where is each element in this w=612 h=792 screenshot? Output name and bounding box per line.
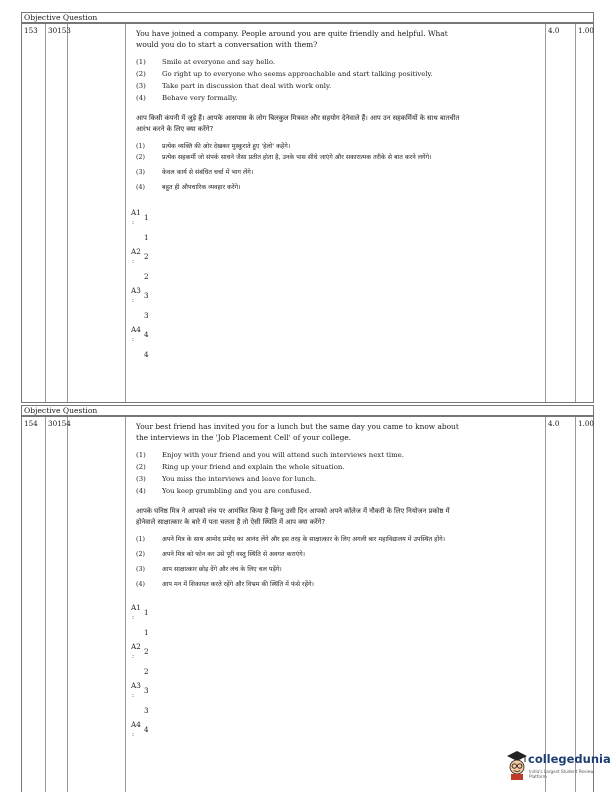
option-hi: (3) केवल कार्य से संबंधित चर्चा में भाग लेंगे।	[136, 169, 254, 176]
graduate-mascot-icon	[506, 750, 528, 780]
blank-cell	[68, 24, 126, 402]
negative-marks: 1.00	[578, 419, 595, 428]
question-number: 153	[22, 24, 46, 402]
option-hi: (2) अपने मित्र को फोन कर उसे पूरी वस्तु स्थिति से अवगत कराएंगे।	[136, 551, 306, 558]
question-body	[126, 24, 546, 402]
question-body	[126, 417, 546, 792]
question-id: 30153	[46, 24, 68, 402]
question-text-en: Your best friend has invited you for a lunch but the same day you came to know about the interviews in the 'Job Placement Cell' of your college.	[136, 422, 459, 442]
answer-item: A3 : 3 3	[131, 681, 149, 715]
collegedunia-logo	[506, 748, 611, 784]
question-id: 30154	[46, 417, 68, 792]
section-label: Objective Question	[21, 405, 594, 416]
answer-item: A4 : 4	[131, 720, 149, 738]
option-en: (3) You miss the interviews and leave for lunch.	[136, 475, 317, 483]
marks: 4.0	[546, 24, 576, 402]
option-hi: (1) प्रत्येक व्यक्ति की ओर देखकर मुस्कुराते हुए 'हेलो' कहेंगे।	[136, 143, 291, 150]
marks: 4.0	[546, 417, 576, 792]
option-en: (2) Go right up to everyone who seems approachable and start talking positively.	[136, 70, 433, 78]
question-text-hi: आपके घनिष्ठ मित्र ने आपको लंच पर आमंत्रित किया है किन्तु उसी दिन आपको अपने कॉलेज में नौकरी के लिए नियोजन प्रकोष्ठ में होनेवाले साक्षात्कार के बारे में पता चलता है तो ऐसी स्थिति में आप क्या करेंगे?	[136, 507, 450, 526]
answer-item: A1 : 1 1	[131, 208, 149, 242]
answer-list	[131, 209, 543, 365]
answer-item: A3 : 3 3	[131, 286, 149, 320]
blank-cell	[68, 417, 126, 792]
option-en: (2) Ring up your friend and explain the whole situation.	[136, 463, 345, 471]
negative-marks: 1.00	[578, 26, 595, 35]
answer-item: A2 : 2 2	[131, 642, 149, 676]
answer-item: A4 : 4 4	[131, 325, 149, 359]
option-hi: (4) बहुत ही औपचारिक व्यवहार करेंगे।	[136, 184, 241, 191]
question-row	[21, 23, 594, 403]
section-label: Objective Question	[21, 12, 594, 23]
answer-item: A1 : 1 1	[131, 603, 149, 637]
option-hi: (3) आप साक्षात्कार छोड़ देंगे और लंच के लिए चल पड़ेंगे।	[136, 566, 282, 573]
option-en: (4) Behave very formally.	[136, 94, 238, 102]
option-hi: (1) अपने मित्र के साथ आमोद प्रमोद का आनंद लेंगे और इस तरह के साक्षात्कार के लिए अगली बार महाविद्यालय में उपस्थित होंगे।	[136, 536, 446, 543]
option-hi: (4) आप मन में शिकायत करते रहेंगे और विभ्रम की स्थिति में फंसे रहेंगे।	[136, 581, 314, 588]
option-en: (1) Smile at everyone and say hello.	[136, 58, 276, 66]
question-row	[21, 416, 594, 792]
option-en: (1) Enjoy with your friend and you will attend such interviews next time.	[136, 451, 404, 459]
logo-text: collegedunia	[528, 752, 611, 766]
logo-tagline: India's Largest Student Review Platform	[529, 769, 594, 779]
question-number: 154	[22, 417, 46, 792]
answer-list	[131, 604, 543, 760]
option-en: (4) You keep grumbling and you are confused.	[136, 487, 312, 495]
option-hi: (2) प्रत्येक सहकर्मी जो संपर्क साधने जैसा प्रतीत होता है, उनके पास सीधे जाएंगे और सकारात्मक तरीके से बात करने लगेंगे।	[136, 154, 432, 161]
question-text-hi: आप किसी कंपनी में जुड़े हैं। आपके आसपास के लोग बिलकुल मित्रवत और सहयोग देनेवाले हैं। आप उन सहकर्मियों के साथ बातचीत आरंभ करने के लिए क्या करेंगे?	[136, 114, 460, 133]
option-en: (3) Take part in discussion that deal with work only.	[136, 82, 332, 90]
question-text-en: You have joined a company. People around you are quite friendly and helpful. What would you do to start a conversation with them?	[136, 29, 448, 49]
answer-item: A2 : 2 2	[131, 247, 149, 281]
